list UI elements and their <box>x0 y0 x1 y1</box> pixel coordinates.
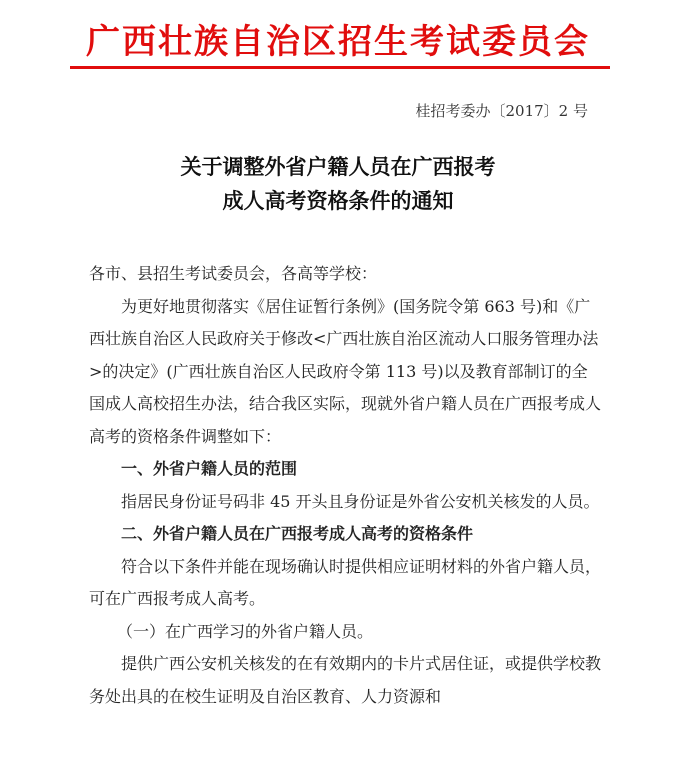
section-heading-2: 二、外省户籍人员在广西报考成人高考的资格条件 <box>121 524 474 543</box>
intro-paragraph: 为更好地贯彻落实《居住证暂行条例》(国务院令第 663 号)和《广西壮族自治区人民政府关于修改<广西壮族自治区流动人口服务管理办法>的决定》(广西壮族自治区人民政府令第 113 号)以及教育部制订的全国成人高校招生办法，结合我区实际，现就外省户籍人员在广西报考成人高考的资格条件调整如下： <box>89 296 602 446</box>
notice-title-line-1: 关于调整外省户籍人员在广西报考 <box>180 154 496 179</box>
subsection-heading-1: （一）在广西学习的外省户籍人员。 <box>117 621 374 641</box>
section-heading-1: 一、外省户籍人员的范围 <box>121 459 298 478</box>
document-number: 桂招考委办〔2017〕2 号 <box>415 102 588 120</box>
subsection-1-paragraph: 提供广西公安机关核发的在有效期内的卡片式居住证，或提供学校教务处出具的在校生证明及自治区教育、人力资源和 <box>89 654 602 706</box>
issuing-authority-header: 广西壮族自治区招生考试委员会 <box>86 22 590 62</box>
notice-title <box>0 150 676 218</box>
section-1-paragraph: 指居民身份证号码非 45 开头且身份证是外省公安机关核发的人员。 <box>121 491 600 511</box>
notice-title-line-2: 成人高考资格条件的通知 <box>222 188 454 213</box>
notice-body <box>89 258 601 713</box>
section-2-paragraph: 符合以下条件并能在现场确认时提供相应证明材料的外省户籍人员，可在广西报考成人高考。 <box>89 556 602 608</box>
red-separator-line <box>70 66 610 69</box>
salutation: 各市、县招生考试委员会，各高等学校： <box>89 264 378 283</box>
